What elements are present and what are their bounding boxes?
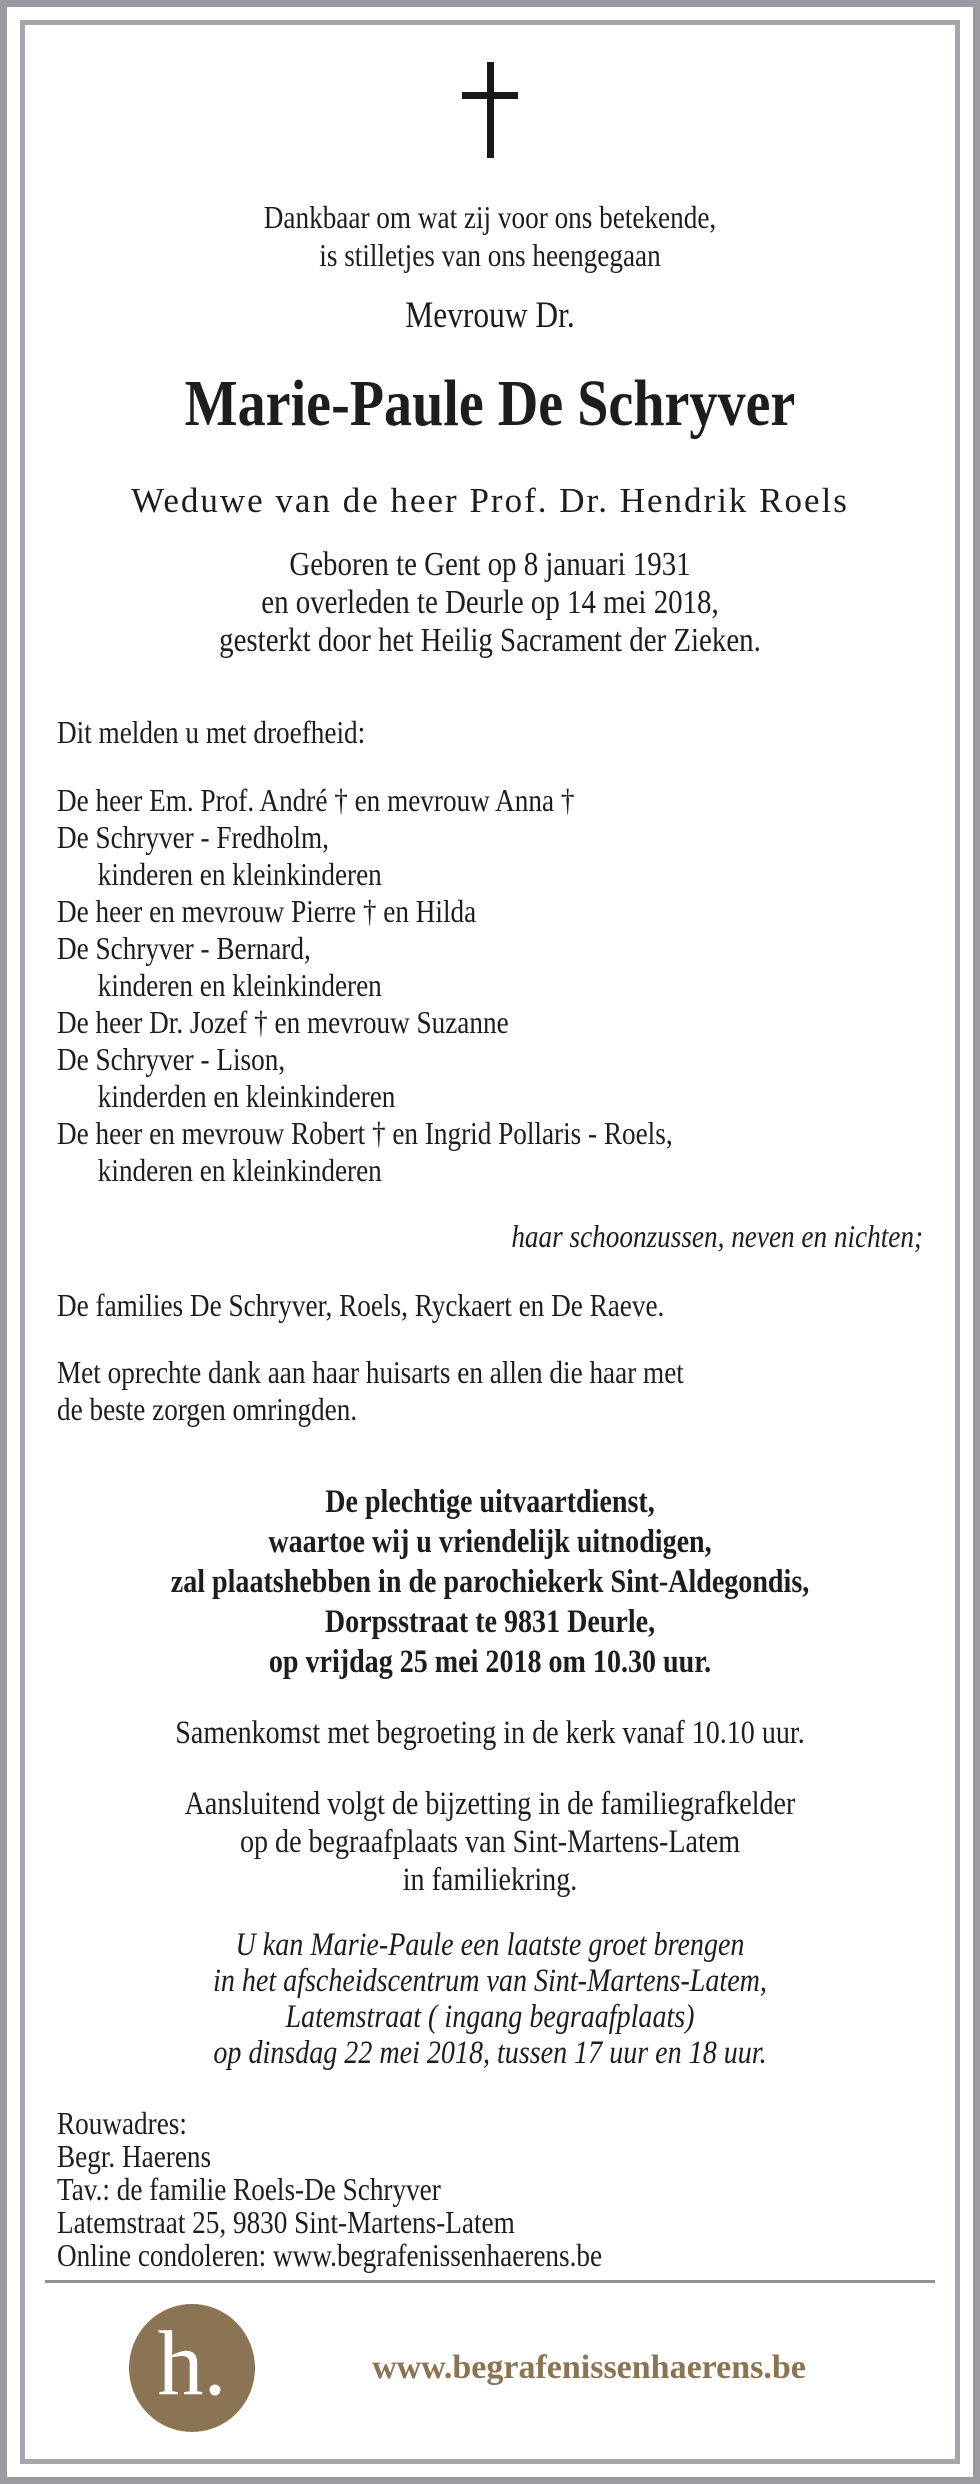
service-line: op vrijdag 25 mei 2018 om 10.30 uur. [268, 1644, 712, 1680]
sacrament-line: gesterkt door het Heilig Sacrament der Zieken. [219, 622, 761, 659]
notice-inner-frame [20, 20, 960, 2464]
family-list-line: De heer en mevrouw Pierre † en Hilda [57, 893, 477, 929]
burial-line: in familiekring. [402, 1862, 578, 1898]
family-list-line: kinderden en kleinkinderen [97, 1078, 396, 1114]
families-line: De families De Schryver, Roels, Ryckaert en De Raeve. [57, 1287, 665, 1323]
funeral-home-website: www.begrafenissenhaerens.be [372, 2349, 806, 2386]
family-list [57, 782, 793, 1189]
mourning-address-line: Latemstraat 25, 9830 Sint-Martens-Latem [57, 2204, 515, 2240]
visitation-line: op dinsdag 22 mei 2018, tussen 17 uur en 18 uur. [213, 2035, 767, 2071]
mourning-address-line: Online condoleren: www.begrafenissenhaerens.be [57, 2237, 603, 2273]
burial-line: op de begraafplaats van Sint-Martens-Latem [239, 1824, 741, 1860]
opening-line: Dankbaar om wat zij voor ons betekende, [263, 199, 717, 235]
visitation-line: U kan Marie-Paule een laatste groet brengen [235, 1927, 745, 1963]
latin-cross-icon [462, 62, 518, 158]
mourning-address-block [57, 2107, 793, 2272]
family-list-line: De Schryver - Lison, [57, 1041, 286, 1077]
visitation-block [122, 1927, 858, 2071]
gathering-line: Samenkomst met begroeting in de kerk vanaf 10.10 uur. [175, 1715, 805, 1751]
service-line: zal plaatshebben in de parochiekerk Sint-Aldegondis, [170, 1564, 810, 1600]
funeral-home-logo: h. [129, 2304, 255, 2432]
relation-line: haar schoonzussen, neven en nichten; [511, 1218, 923, 1254]
family-list-line: De heer Dr. Jozef † en mevrouw Suzanne [57, 1004, 509, 1040]
family-list-line: De heer en mevrouw Robert † en Ingrid Pollaris - Roels, [57, 1115, 673, 1151]
burial-line: Aansluitend volgt de bijzetting in de familiegrafkelder [184, 1786, 796, 1822]
deceased-name: Marie-Paule De Schryver [184, 367, 796, 440]
mourning-address-line: Rouwadres: [57, 2105, 187, 2141]
birth-line: Geboren te Gent op 8 januari 1931 [289, 546, 691, 583]
service-line: waartoe wij u vriendelijk uitnodigen, [268, 1524, 712, 1560]
family-list-line: kinderen en kleinkinderen [97, 1152, 382, 1188]
mourning-address-line: Begr. Haerens [57, 2138, 212, 2174]
family-list-line: De Schryver - Bernard, [57, 930, 311, 966]
life-dates [122, 546, 858, 660]
announcement-intro: Dit melden u met droefheid: [57, 714, 366, 750]
thanks-line: Met oprechte dank aan haar huisarts en allen die haar met [57, 1354, 684, 1390]
footer-divider [45, 2280, 935, 2283]
opening-line: is stilletjes van ons heengegaan [319, 237, 661, 273]
family-list-line: De heer Em. Prof. André † en mevrouw Anna † [57, 782, 575, 818]
visitation-line: Latemstraat ( ingang begraafplaats) [285, 1999, 695, 2035]
mourning-address-line: Tav.: de familie Roels-De Schryver [57, 2171, 441, 2207]
visitation-line: in het afscheidscentrum van Sint-Martens-Latem, [213, 1963, 767, 1999]
salutation: Mevrouw Dr. [405, 295, 575, 336]
thanks-lines [57, 1354, 793, 1428]
widow-line: Weduwe van de heer Prof. Dr. Hendrik Roels [131, 481, 849, 520]
service-line: De plechtige uitvaartdienst, [325, 1484, 655, 1520]
thanks-line: de beste zorgen omringden. [57, 1391, 358, 1427]
family-list-line: kinderen en kleinkinderen [97, 856, 382, 892]
family-list-line: kinderen en kleinkinderen [97, 967, 382, 1003]
family-list-line: De Schryver - Fredholm, [57, 819, 329, 855]
service-line: Dorpsstraat te 9831 Deurle, [324, 1604, 656, 1640]
death-line: en overleden te Deurle op 14 mei 2018, [261, 584, 719, 621]
funeral-home-footer [57, 2293, 923, 2443]
opening-lines [122, 198, 858, 274]
burial-block [122, 1785, 858, 1899]
service-block [122, 1482, 858, 1682]
